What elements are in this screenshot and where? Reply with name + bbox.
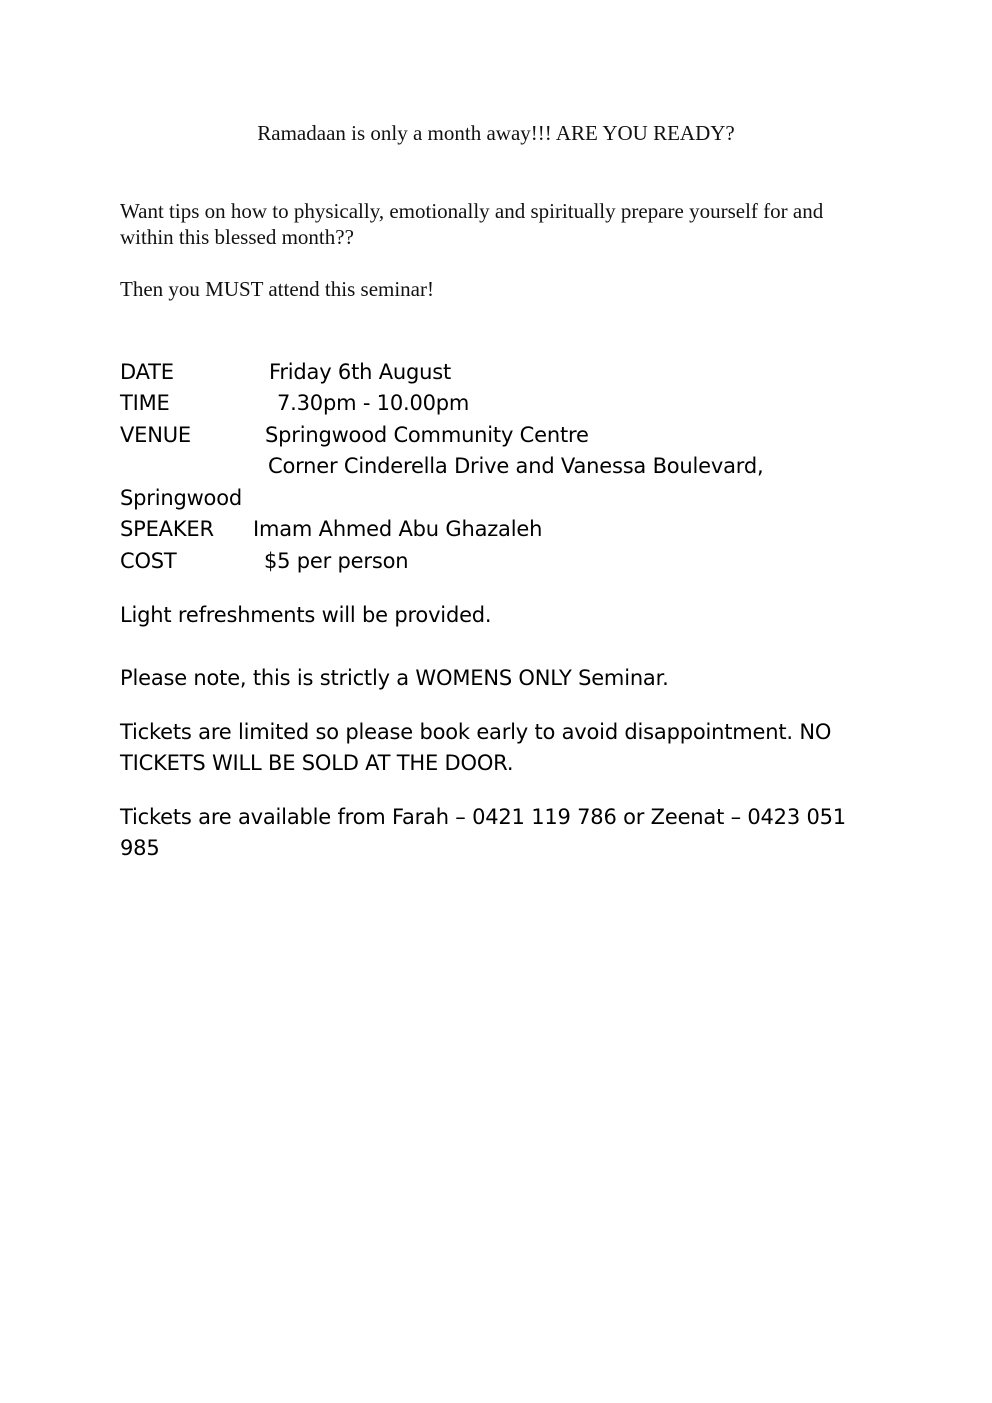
date-value: Friday 6th August: [269, 360, 451, 384]
call-to-action: Then you MUST attend this seminar!: [120, 277, 434, 301]
tickets-limited-note: Tickets are limited so please book early to avoid disappointment. NO TICKETS WILL BE SOLD AT THE DOOR.: [120, 720, 832, 775]
time-label: TIME: [120, 391, 170, 415]
venue-name: Springwood Community Centre: [265, 423, 589, 447]
headline: Ramadaan is only a month away!!! ARE YOU READY?: [257, 121, 735, 145]
speaker-value: Imam Ahmed Abu Ghazaleh: [253, 517, 543, 541]
cost-value: $5 per person: [264, 549, 409, 573]
intro-paragraph: Want tips on how to physically, emotionally and spiritually prepare yourself for and within this blessed month??: [120, 199, 824, 249]
womens-only-note: Please note, this is strictly a WOMENS ONLY Seminar.: [120, 666, 669, 690]
time-value: 7.30pm - 10.00pm: [277, 391, 470, 415]
venue-suburb: Springwood: [120, 486, 242, 510]
cost-label: COST: [120, 549, 177, 573]
venue-street: Corner Cinderella Drive and Vanessa Boulevard,: [268, 454, 764, 478]
venue-label: VENUE: [120, 423, 191, 447]
tickets-contacts-note: Tickets are available from Farah – 0421 119 786 or Zeenat – 0423 051 985: [120, 805, 846, 860]
speaker-label: SPEAKER: [120, 517, 214, 541]
date-label: DATE: [120, 360, 174, 384]
refreshments-note: Light refreshments will be provided.: [120, 603, 492, 627]
